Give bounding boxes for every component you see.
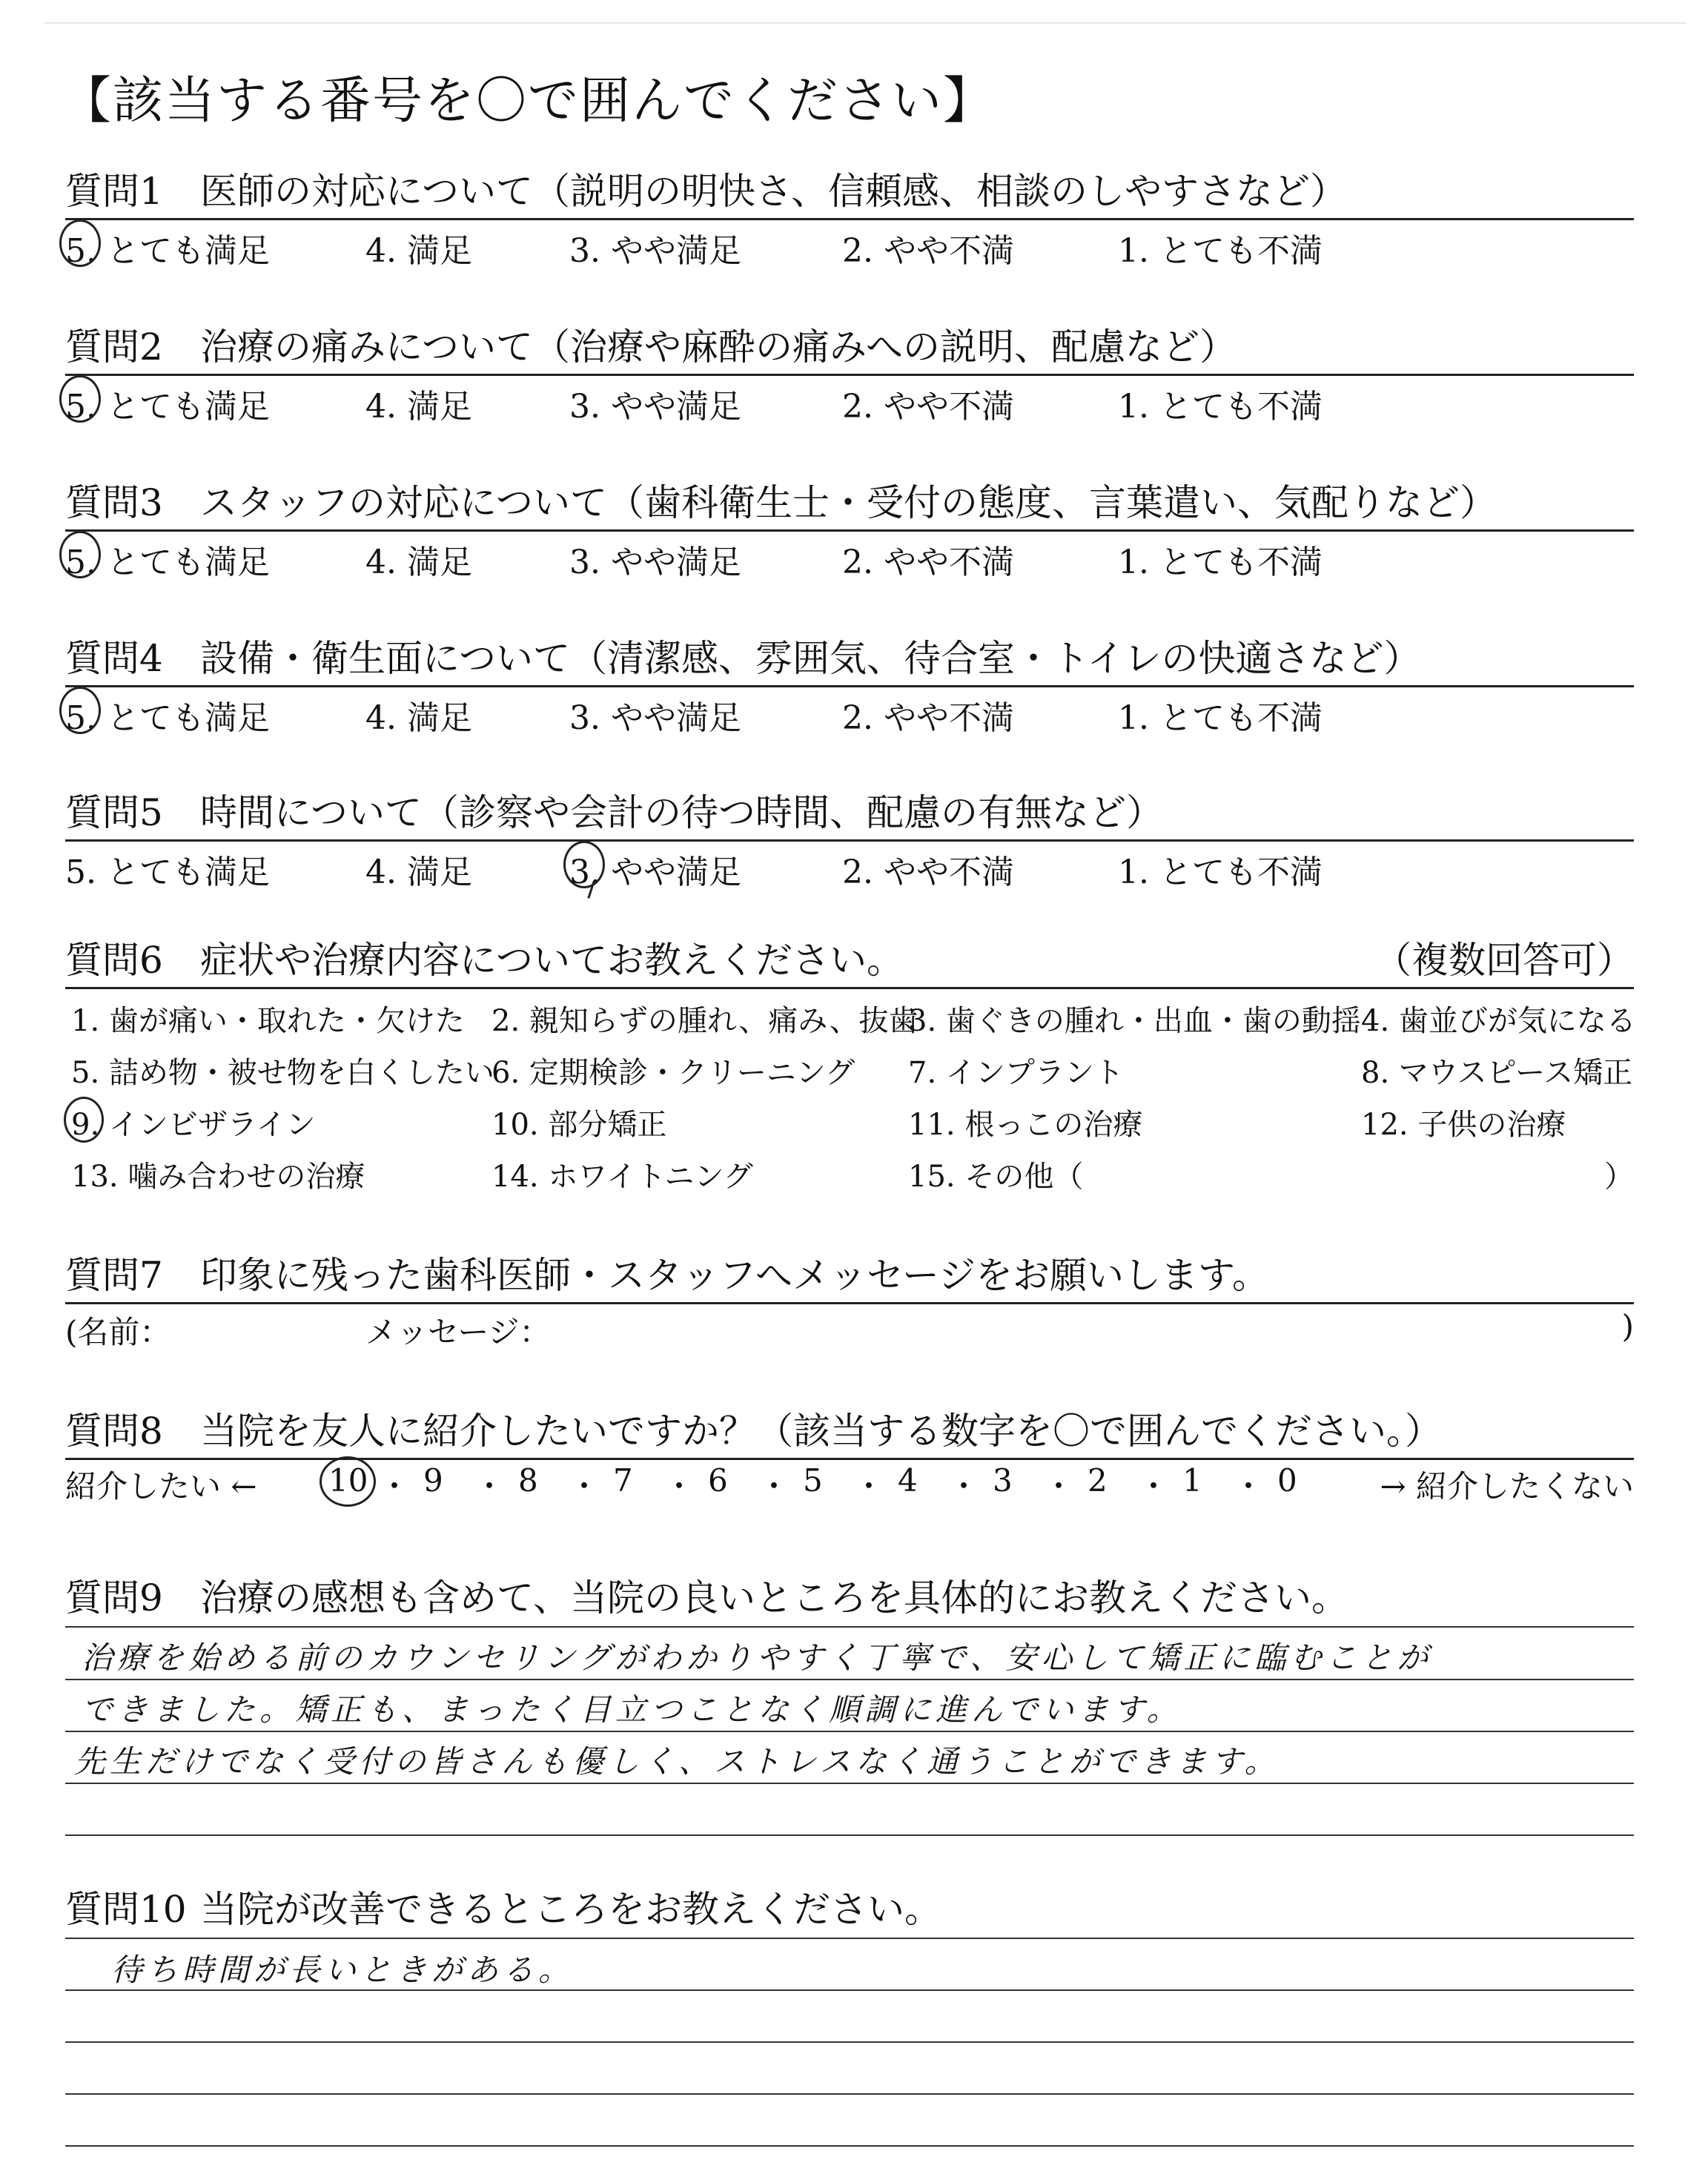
rating-option[interactable]: 1. とても不満 — [1118, 853, 1323, 891]
scale-separator: ・ — [853, 1468, 885, 1505]
question-4 — [65, 636, 1634, 737]
question-number: 質問10 — [65, 1888, 187, 1931]
answer-rule — [65, 1679, 1634, 1680]
name-label: (名前： — [65, 1314, 171, 1350]
question-rule — [65, 839, 1634, 842]
question-rule — [65, 685, 1634, 687]
selection-circle — [320, 1456, 376, 1507]
handwritten-answer-line: 治療を始める前のカウンセリングがわかりやすく丁寧で、安心して矯正に臨むことが — [82, 1639, 1433, 1676]
scale-value[interactable]: 3 — [993, 1462, 1013, 1499]
rating-option[interactable]: 3. やや満足 — [569, 699, 741, 737]
symptom-option[interactable]: 3. 歯ぐきの腫れ・出血・歯の動揺 — [908, 1004, 1361, 1038]
scale-separator: ・ — [663, 1468, 695, 1505]
answer-rule — [65, 1938, 1634, 1939]
question-title: 当院が改善できるところをお教えください。 — [200, 1888, 941, 1931]
symptom-option[interactable]: 8. マウスピース矯正 — [1361, 1056, 1633, 1090]
question-8 — [65, 1409, 1634, 1505]
rating-option[interactable]: 2. やや不満 — [842, 853, 1014, 891]
answer-rule — [65, 1626, 1634, 1628]
question-2 — [65, 325, 1634, 426]
answer-rule — [65, 1834, 1634, 1836]
scale-value[interactable]: 2 — [1088, 1462, 1108, 1499]
symptom-option[interactable]: 12. 子供の治療 — [1361, 1108, 1566, 1142]
question-title: スタッフの対応について（歯科衛生士・受付の態度、言葉遣い、気配りなど） — [200, 481, 1497, 524]
rating-options — [65, 845, 1634, 890]
rating-option[interactable]: 5. とても満足 — [65, 232, 270, 270]
rating-option[interactable]: 5. とても満足 — [65, 699, 270, 737]
scale-separator: ・ — [474, 1468, 506, 1505]
scale-right-label: → 紹介したくない — [1380, 1468, 1634, 1505]
rating-option[interactable]: 4. 満足 — [365, 388, 472, 426]
rating-option[interactable]: 3. やや満足 — [569, 853, 741, 891]
rating-option[interactable]: 5. とても満足 — [65, 544, 270, 581]
question-title: 時間について（診察や会計の待つ時間、配慮の有無など） — [200, 791, 1163, 834]
rating-options — [65, 380, 1634, 424]
rating-option[interactable]: 5. とても満足 — [65, 388, 270, 426]
scale-value[interactable]: 4 — [898, 1462, 918, 1499]
scale-value[interactable]: 5 — [803, 1462, 823, 1499]
question-number: 質問8 — [65, 1410, 163, 1453]
selection-circle — [59, 219, 101, 267]
question-number: 質問1 — [65, 170, 163, 213]
multiple-answers-note: （複数回答可） — [1374, 939, 1634, 982]
rating-option[interactable]: 2. やや不満 — [842, 544, 1014, 581]
scale-value[interactable]: 6 — [708, 1462, 728, 1499]
scale-value[interactable]: 9 — [423, 1462, 443, 1499]
symptom-option[interactable]: 10. 部分矯正 — [491, 1108, 667, 1142]
recommend-scale — [65, 1462, 1634, 1507]
question-number: 質問9 — [65, 1576, 163, 1619]
rating-options — [65, 535, 1634, 580]
selection-circle — [563, 841, 605, 888]
rating-option[interactable]: 4. 満足 — [365, 232, 472, 270]
selection-circle — [59, 375, 101, 423]
question-title: 治療の痛みについて（治療や麻酔の痛みへの説明、配慮など） — [200, 326, 1237, 369]
question-number: 質問5 — [65, 791, 163, 834]
question-rule — [65, 1458, 1634, 1460]
message-close: ) — [1621, 1308, 1634, 1344]
rating-option[interactable]: 4. 満足 — [365, 544, 472, 581]
rating-option[interactable]: 1. とても不満 — [1118, 544, 1323, 581]
symptom-option[interactable]: 5. 詰め物・被せ物を白くしたい — [71, 1056, 494, 1090]
symptom-option[interactable]: 4. 歯並びが気になる — [1361, 1004, 1636, 1038]
rating-options — [65, 691, 1634, 736]
question-title: 症状や治療内容についてお教えください。 — [200, 939, 904, 982]
symptom-option[interactable]: 2. 親知らずの腫れ、痛み、抜歯 — [491, 1004, 918, 1038]
scale-value[interactable]: 0 — [1277, 1462, 1297, 1499]
symptom-option[interactable]: 15. その他（ — [908, 1160, 1084, 1194]
scale-separator: ・ — [1233, 1468, 1265, 1505]
symptom-option[interactable]: 13. 噛み合わせの治療 — [71, 1160, 365, 1194]
selection-circle — [64, 1097, 104, 1143]
scale-value[interactable]: 10 — [328, 1462, 368, 1499]
scale-separator: ・ — [948, 1468, 980, 1505]
question-1 — [65, 169, 1634, 270]
symptom-option[interactable]: 9. インビザライン — [71, 1108, 316, 1142]
rating-option[interactable]: 3. やや満足 — [569, 232, 741, 270]
question-title: 印象に残った歯科医師・スタッフへメッセージをお願いします。 — [200, 1254, 1269, 1297]
rating-option[interactable]: 4. 満足 — [365, 699, 472, 737]
scale-separator: ・ — [569, 1468, 600, 1505]
rating-option[interactable]: 1. とても不満 — [1118, 699, 1323, 737]
question-3 — [65, 480, 1634, 581]
rating-option[interactable]: 5. とても満足 — [65, 853, 270, 891]
handwritten-answer-line: 待ち時間が長いときがある。 — [111, 1952, 575, 1988]
question-title: 設備・衛生面について（清潔感、雰囲気、待合室・トイレの快適さなど） — [200, 637, 1421, 680]
answer-rule — [65, 1731, 1634, 1732]
answer-rule — [65, 2093, 1634, 2095]
message-label: メッセージ： — [365, 1314, 551, 1350]
page-heading: 【該当する番号を〇で囲んでください】 — [61, 72, 996, 131]
question-title: 治療の感想も含めて、当院の良いところを具体的にお教えください。 — [200, 1576, 1348, 1619]
scale-separator: ・ — [1043, 1468, 1075, 1505]
rating-options — [65, 224, 1634, 268]
symptom-option[interactable]: 1. 歯が痛い・取れた・欠けた — [71, 1004, 465, 1038]
answer-rule — [65, 1783, 1634, 1784]
question-rule — [65, 987, 1634, 989]
rating-option[interactable]: 1. とても不満 — [1118, 388, 1323, 426]
top-border — [44, 22, 1686, 24]
rating-option[interactable]: 3. やや満足 — [569, 544, 741, 581]
question-5 — [65, 790, 1634, 891]
selection-circle — [59, 531, 101, 578]
handwritten-answer-line: 先生だけでなく受付の皆さんも優しく、ストレスなく通うことができます。 — [74, 1743, 1280, 1780]
rating-option[interactable]: 1. とても不満 — [1118, 232, 1323, 270]
question-number: 質問6 — [65, 939, 163, 982]
question-7 — [65, 1253, 1634, 1350]
handwritten-answer-line: できました。矯正も、まったく目立つことなく順調に進んでいます。 — [82, 1691, 1182, 1728]
question-number: 質問4 — [65, 637, 163, 680]
scale-value[interactable]: 8 — [518, 1462, 538, 1499]
question-10 — [65, 1887, 1634, 1935]
question-rule — [65, 529, 1634, 532]
scale-left-label: 紹介したい ← — [65, 1468, 257, 1505]
symptom-option: ） — [1604, 1160, 1634, 1194]
rating-option[interactable]: 2. やや不満 — [842, 232, 1014, 270]
rating-option[interactable]: 2. やや不満 — [842, 388, 1014, 426]
question-title: 当院を友人に紹介したいですか？（該当する数字を〇で囲んでください。） — [200, 1410, 1442, 1453]
rating-option[interactable]: 4. 満足 — [365, 853, 472, 891]
question-rule — [65, 1302, 1634, 1304]
selection-circle — [59, 687, 101, 734]
scale-separator: ・ — [758, 1468, 790, 1505]
symptom-option[interactable]: 7. インプラント — [908, 1056, 1124, 1090]
symptom-option[interactable]: 14. ホワイトニング — [491, 1160, 753, 1194]
question-number: 質問7 — [65, 1254, 163, 1297]
symptom-option[interactable]: 6. 定期検診・クリーニング — [491, 1056, 855, 1090]
answer-rule — [65, 2041, 1634, 2043]
question-6 — [65, 938, 1636, 1194]
rating-option[interactable]: 3. やや満足 — [569, 388, 741, 426]
rating-option[interactable]: 2. やや不満 — [842, 699, 1014, 737]
question-rule — [65, 218, 1634, 220]
question-9 — [65, 1576, 1634, 1623]
answer-rule — [65, 2145, 1634, 2147]
scale-separator: ・ — [1138, 1468, 1170, 1505]
scale-separator: ・ — [379, 1468, 411, 1505]
scale-value[interactable]: 7 — [613, 1462, 633, 1499]
question-rule — [65, 374, 1634, 376]
question-title: 医師の対応について（説明の明快さ、信頼感、相談のしやすさなど） — [200, 170, 1347, 213]
symptom-option[interactable]: 11. 根っこの治療 — [908, 1108, 1143, 1142]
scale-value[interactable]: 1 — [1182, 1462, 1202, 1499]
question-number: 質問2 — [65, 326, 163, 369]
question-number: 質問3 — [65, 481, 163, 524]
